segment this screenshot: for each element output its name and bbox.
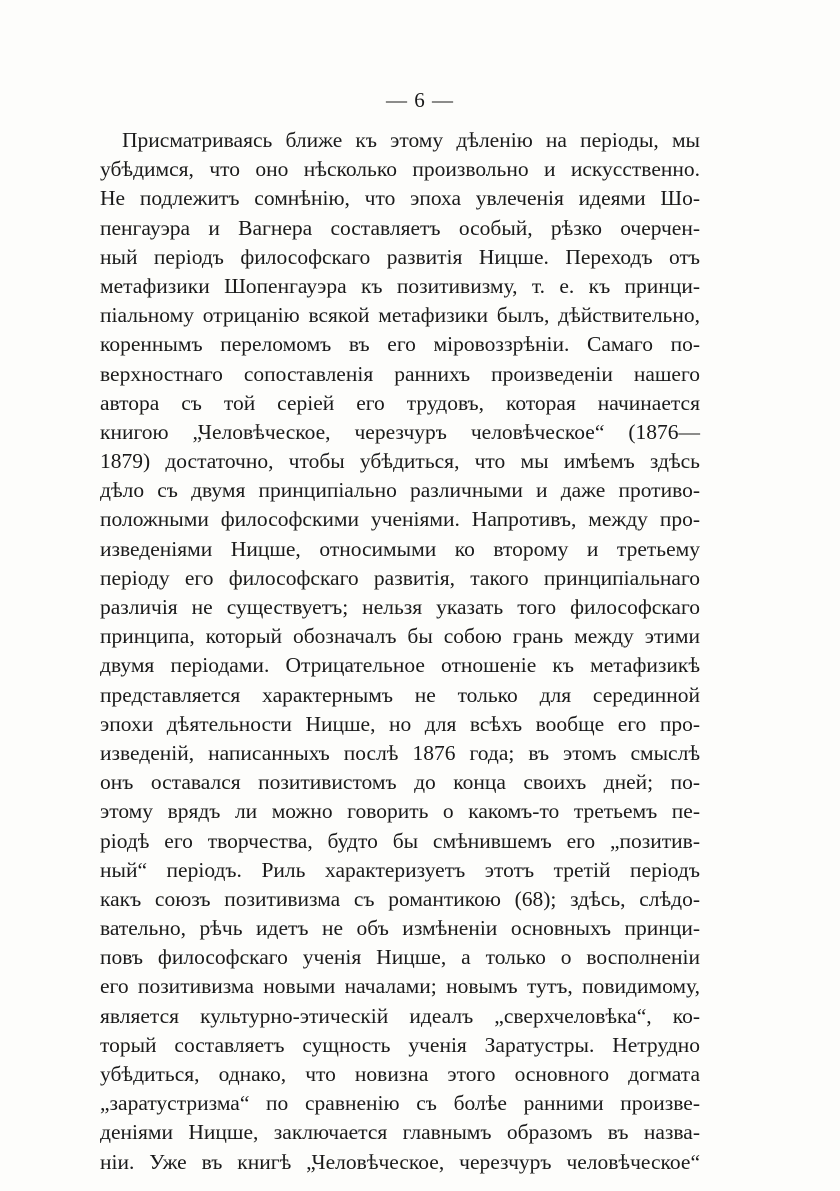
text-line: Присматриваясь ближе къ этому дѣленію на періоды, мы	[122, 128, 700, 152]
text-line: этому врядъ ли можно говорить о какомъ-то третьемъ пе-	[100, 799, 700, 824]
text-line: пенгауэра и Вагнера составляетъ особый, рѣзко очерчен-	[100, 215, 700, 240]
text-line: онъ оставался позитивистомъ до конца своихъ дней; по-	[100, 770, 700, 795]
text-line: книгою „Человѣческое, черезчуръ человѣческое“ (1876—	[100, 419, 700, 444]
text-line: торый составляетъ сущность ученія Заратустры. Нетрудно	[100, 1032, 700, 1057]
text-line: изведеній, написанныхъ послѣ 1876 года; въ этомъ смыслѣ	[100, 740, 700, 765]
text-line: принципа, который обозначалъ бы собою грань между этими	[100, 624, 700, 649]
text-line: изведеніями Ницше, относимыми ко второму и третьему	[100, 536, 700, 561]
text-line: его позитивизма новыми началами; новымъ тутъ, повидимому,	[100, 974, 700, 999]
text-line: положными философскими ученіями. Напротивъ, между про-	[100, 507, 700, 532]
page-number: — 6 —	[386, 88, 454, 112]
text-line: эпохи дѣятельности Ницше, но для всѣхъ вообще его про-	[100, 711, 700, 736]
text-line: ный“ періодъ. Риль характеризуетъ этотъ третій періодъ	[100, 857, 700, 882]
text-line: періоду его философскаго развитія, такого принципіальнаго	[100, 565, 700, 590]
text-line: автора съ той серіей его трудовъ, которая начинается	[100, 390, 700, 415]
body-text	[100, 126, 700, 1177]
text-line: Не подлежитъ сомнѣнію, что эпоха увлеченія идеями Шо-	[100, 186, 700, 211]
text-line: дѣло съ двумя принципіально различными и даже противо-	[100, 478, 700, 503]
text-line: 1879) достаточно, чтобы убѣдиться, что мы имѣемъ здѣсь	[100, 449, 700, 474]
text-line: является культурно-этическій идеалъ „сверхчеловѣка“, ко-	[100, 1003, 700, 1028]
text-line: верхностнаго сопоставленія раннихъ произведеніи нашего	[100, 361, 700, 386]
text-line: метафизики Шопенгауэра къ позитивизму, т. е. къ принци-	[100, 273, 700, 298]
text-line: кореннымъ переломомъ въ его міровоззрѣніи. Самаго по-	[100, 332, 700, 357]
text-line: убѣдиться, однако, что новизна этого основного догмата	[100, 1062, 700, 1086]
text-line: какъ союзъ позитивизма съ романтикою (68); здѣсь, слѣдо-	[100, 886, 700, 911]
text-line: піальному отрицанію всякой метафизики былъ, дѣйствительно,	[100, 303, 700, 328]
text-line: повъ философскаго ученія Ницше, а только о восполненіи	[100, 945, 700, 970]
text-line: представляется характернымъ не только для серединной	[100, 682, 700, 707]
text-line: ніи. Уже въ книгѣ „Человѣческое, черезчуръ человѣческое“	[100, 1149, 700, 1174]
text-line: вательно, рѣчь идетъ не объ измѣненіи основныхъ принци-	[100, 916, 700, 941]
text-line: деніями Ницше, заключается главнымъ образомъ въ назва-	[100, 1120, 700, 1145]
text-line: различія не существуетъ; нельзя указать того философскаго	[100, 595, 700, 619]
text-line: ріодѣ его творчества, будто бы смѣнившемъ его „позитив-	[100, 828, 700, 853]
text-line: убѣдимся, что оно нѣсколько произвольно и искусственно.	[100, 157, 700, 182]
text-line: ный періодъ философскаго развитія Ницше. Переходъ отъ	[100, 244, 700, 269]
text-line: „заратустризма“ по сравненію съ болѣе ранними произве-	[100, 1091, 700, 1116]
text-line: двумя періодами. Отрицательное отношеніе къ метафизикѣ	[100, 653, 700, 678]
